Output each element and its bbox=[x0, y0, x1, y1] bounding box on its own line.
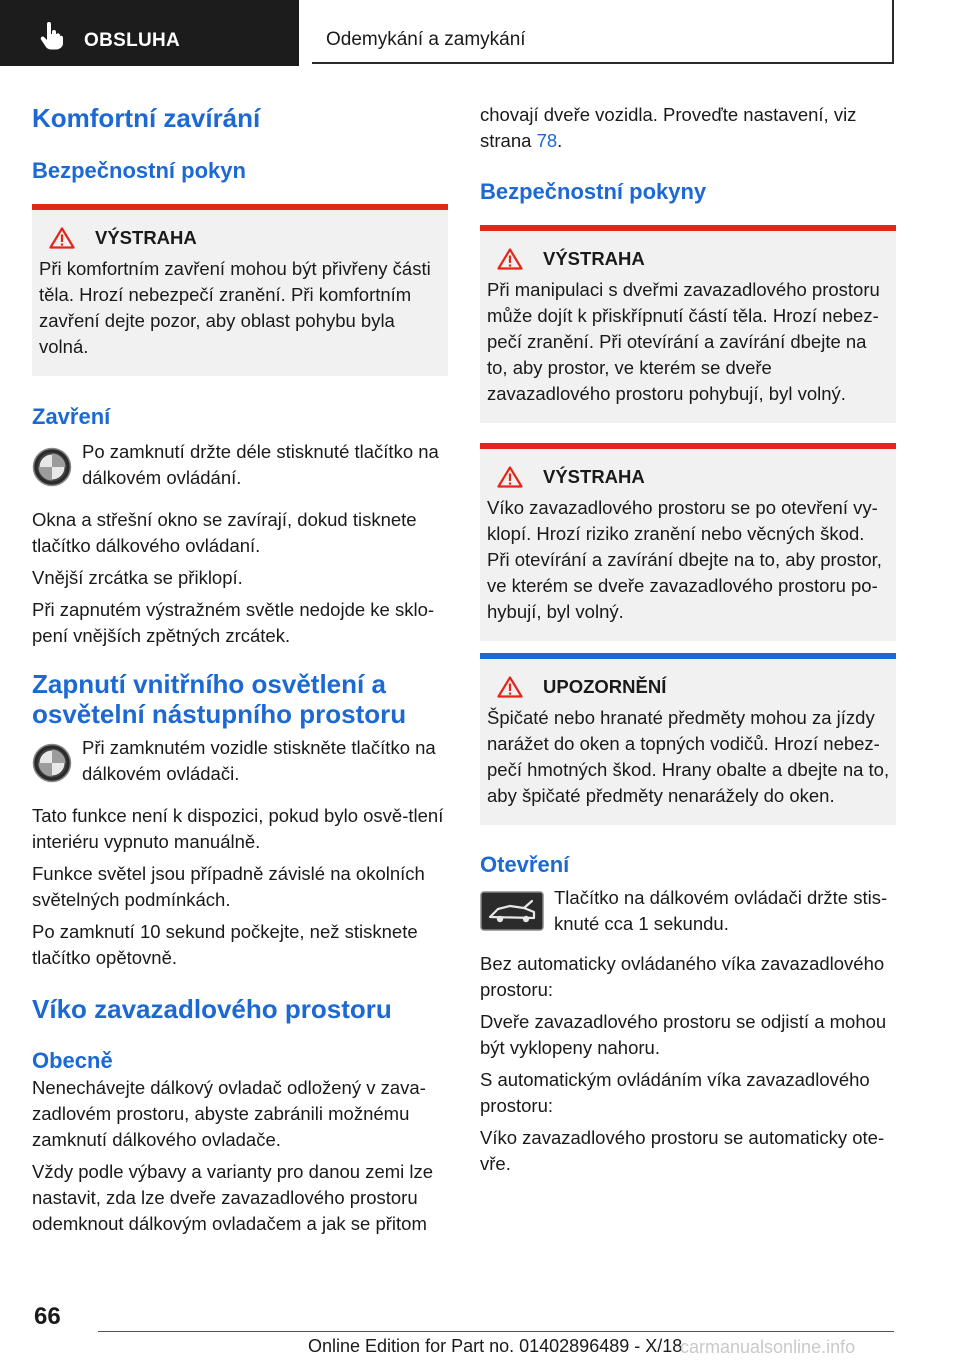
page-number: 66 bbox=[34, 1303, 61, 1330]
paragraph-continued bbox=[480, 102, 896, 154]
warning-text: Při manipulaci s dveřmi zavazadlového prostoru může dojít k přiskřípnutí částí těla. Hrozí nebez‐pečí zranění. Při otevírání a zavírání dbejte na to, aby prostor, ve kterém se dveře zavazadlového prostoru pohybují, byl volný. bbox=[487, 279, 880, 404]
warning-title-text: VÝSTRAHA bbox=[543, 248, 645, 269]
paragraph: Při zapnutém výstražném světle nedojde ke sklo‐pení vnějších zpětných zrcátek. bbox=[32, 599, 435, 646]
chapter-tab bbox=[312, 0, 894, 64]
warning-triangle-icon bbox=[497, 466, 523, 488]
notice-box bbox=[480, 653, 896, 825]
warning-text: Při komfortním zavření mohou být přivřeny části těla. Hrozí nebezpečí zranění. Při komfortním zavření dejte pozor, aby oblast pohybu byla volná. bbox=[39, 258, 431, 357]
bmw-key-button-icon bbox=[32, 447, 72, 487]
paragraph: Nenechávejte dálkový ovladač odložený v zava‐zadlovém prostoru, abyste zabránili možnému zamknutí dálkového ovladače. bbox=[32, 1077, 426, 1150]
notice-text: Špičaté nebo hranaté předměty mohou za jízdy narážet do oken a topných vodičů. Hrozí nebez‐pečí hmotných škod. Hrany obalte a dbejte na to, aby špičaté předměty nenarážely do oken. bbox=[487, 707, 890, 806]
warning-box bbox=[480, 225, 896, 423]
paragraph: Bez automaticky ovládaného víka zavazadlového prostoru: bbox=[480, 953, 885, 1000]
notice-title-text: UPOZORNĚNÍ bbox=[543, 676, 667, 697]
paragraph: Vnější zrcátka se přiklopí. bbox=[32, 567, 243, 588]
trunk-open-button-icon bbox=[480, 891, 544, 931]
heading-zavreni: Zavření bbox=[32, 404, 111, 429]
warning-box bbox=[480, 443, 896, 641]
heading-bezpecnostni-pokyny: Bezpečnostní pokyny bbox=[480, 179, 707, 204]
continued-text: chovají dveře vozidla. Proveďte nastavení, viz strana bbox=[480, 104, 857, 151]
warning-text: Víko zavazadlového prostoru se po otevření vy‐klopí. Hrozí riziko zranění nebo věcných škod. Při otevírání a zavírání dbejte na to, aby prostor, ve kterém se dveře zavazadlového prostoru po‐hybují, byl volný. bbox=[487, 497, 882, 622]
heading-obecne: Obecně bbox=[32, 1048, 113, 1073]
warning-triangle-icon bbox=[49, 227, 75, 249]
section-tab bbox=[0, 0, 299, 66]
paragraph: S automatickým ovládáním víka zavazadlového prostoru: bbox=[480, 1069, 870, 1116]
footer-divider bbox=[98, 1331, 894, 1332]
continued-text-end: . bbox=[557, 130, 563, 151]
heading-zapnuti-osvetleni: Zapnutí vnitřního osvětlení a osvětelní nástupního prostoru bbox=[32, 669, 407, 729]
chapter-title: Odemykání a zamykání bbox=[326, 29, 526, 50]
paragraph: Vždy podle výbavy a varianty pro danou zemi lze nastavit, zda lze dveře zavazadlového prostoru odemknout dálkovým ovladačem a jak se přitom bbox=[32, 1161, 434, 1234]
watermark: carmanualsonline.info bbox=[680, 1337, 856, 1357]
otevreni-instruction bbox=[480, 885, 896, 937]
warning-title bbox=[487, 245, 890, 273]
warning-triangle-icon bbox=[497, 248, 523, 270]
paragraph: Funkce světel jsou případně závislé na okolních světelných podmínkách. bbox=[32, 863, 425, 910]
warning-box bbox=[32, 204, 448, 376]
heading-komfortni-zavirani: Komfortní zavírání bbox=[32, 103, 261, 133]
paragraph: Víko zavazadlového prostoru se automaticky ote‐vře. bbox=[480, 1127, 885, 1174]
zapnuti-instruction-text: Při zamknutém vozidle stiskněte tlačítko na dálkovém ovládači. bbox=[82, 737, 436, 784]
paragraph: Okna a střešní okno se zavírají, dokud tisknete tlačítko dálkového ovládaní. bbox=[32, 509, 417, 556]
bmw-key-button-icon bbox=[32, 743, 72, 783]
paragraph: Po zamknutí 10 sekund počkejte, než stisknete tlačítko opětovně. bbox=[32, 921, 418, 968]
notice-title bbox=[487, 673, 890, 701]
heading-viko-zavazadloveho-prostoru: Víko zavazadlového prostoru bbox=[32, 994, 392, 1024]
zavreni-instruction bbox=[32, 439, 448, 491]
heading-otevreni: Otevření bbox=[480, 852, 570, 877]
warning-title bbox=[487, 463, 890, 491]
heading-bezpecnostni-pokyn: Bezpečnostní pokyn bbox=[32, 158, 246, 183]
section-label: OBSLUHA bbox=[84, 30, 181, 51]
warning-title-text: VÝSTRAHA bbox=[95, 227, 197, 248]
zapnuti-instruction bbox=[32, 735, 448, 787]
zavreni-instruction-text: Po zamknutí držte déle stisknuté tlačítko na dálkovém ovládání. bbox=[82, 441, 439, 488]
footer-edition: Online Edition for Part no. 01402896489 - X/18 bbox=[308, 1336, 683, 1356]
warning-triangle-icon bbox=[497, 676, 523, 698]
warning-title-text: VÝSTRAHA bbox=[543, 466, 645, 487]
right-column bbox=[480, 100, 896, 1177]
paragraph: Dveře zavazadlového prostoru se odjistí a mohou být vyklopeny nahoru. bbox=[480, 1011, 887, 1058]
pointing-hand-icon bbox=[38, 22, 64, 50]
warning-title bbox=[39, 224, 442, 252]
page-reference-link[interactable]: 78 bbox=[536, 130, 558, 151]
page-header bbox=[0, 0, 960, 66]
paragraph: Tato funkce není k dispozici, pokud bylo osvě‐tlení interiéru vypnuto manuálně. bbox=[32, 805, 444, 852]
otevreni-instruction-text: Tlačítko na dálkovém ovládači držte stis‐knuté cca 1 sekundu. bbox=[554, 887, 888, 934]
left-column bbox=[32, 100, 448, 1237]
